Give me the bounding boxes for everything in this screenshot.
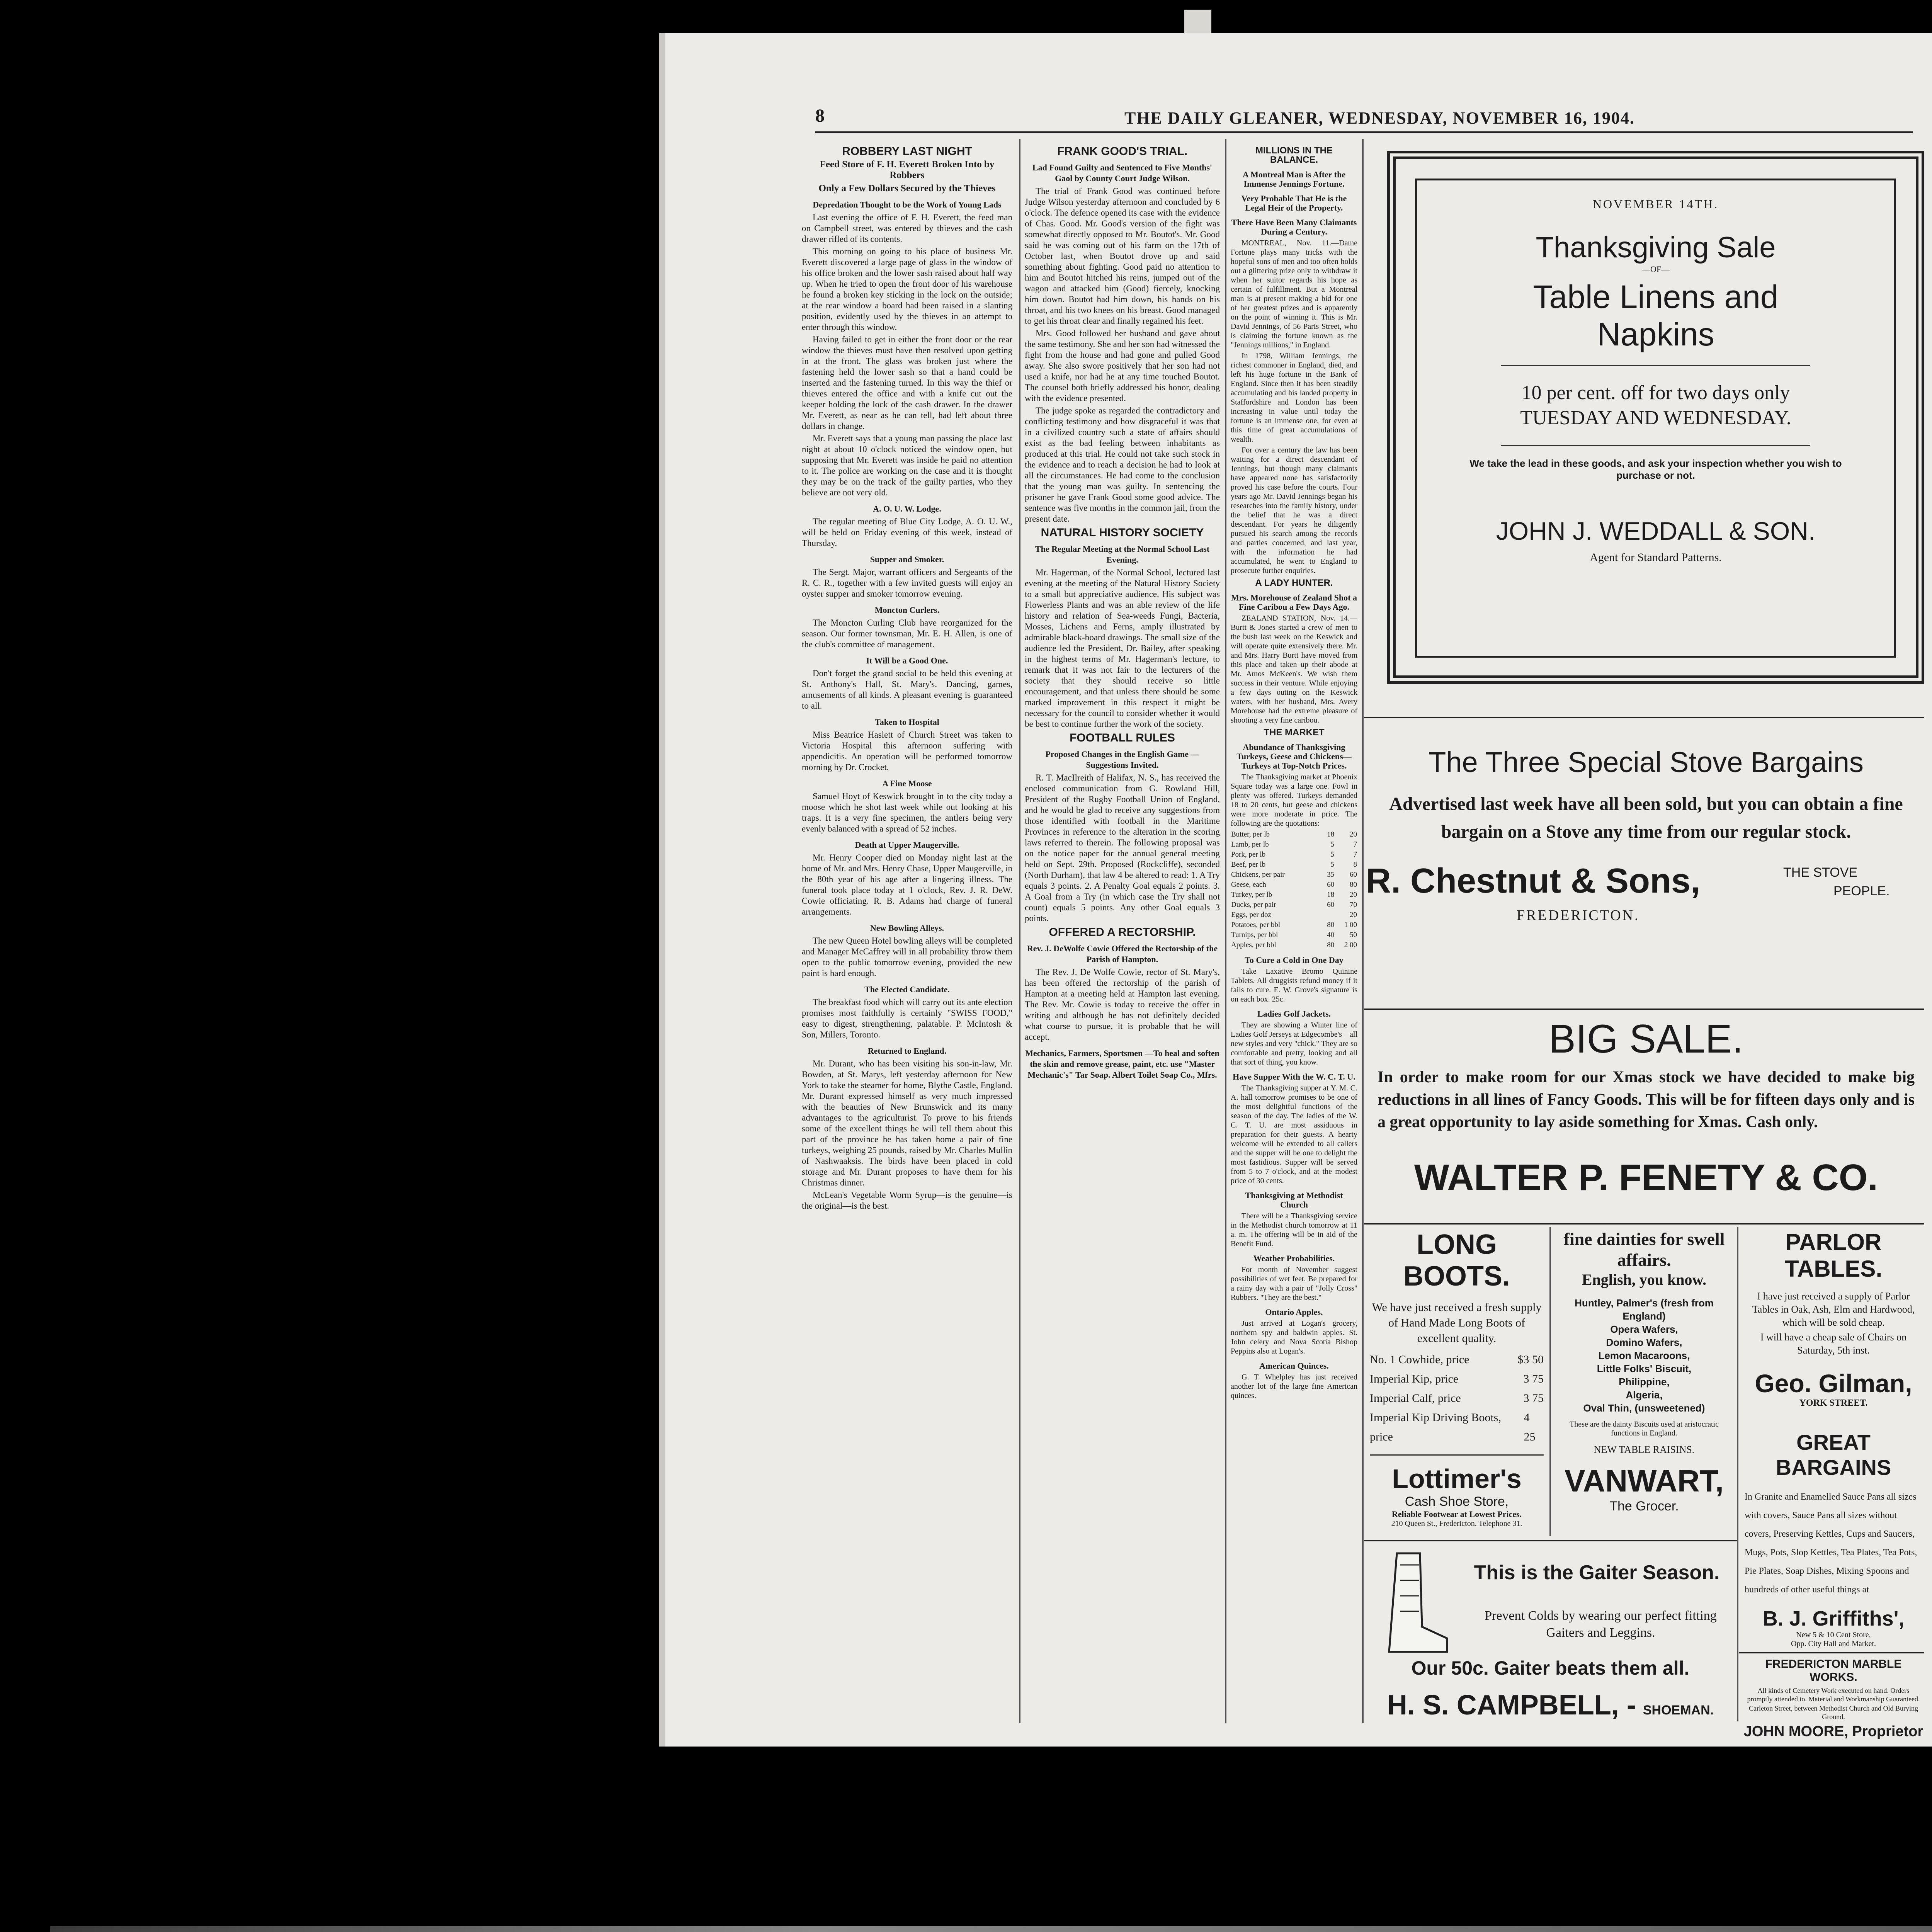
ad-text: Agent for Standard Patterns. bbox=[1590, 551, 1722, 564]
brief-text: Don't forget the grand social to be held this evening at St. Anthony's Hall, St. Mary's. Dancing, games, amusements of all kinds. A pleasant evening is guaranteed to all. bbox=[802, 668, 1012, 711]
column-divider bbox=[1362, 139, 1364, 1723]
ad-text: In Granite and Enamelled Sauce Pans all sizes with covers, Sauce Pans all sizes without covers, Preserving Kettles, Cups and Saucers, Mugs, Pots, Slop Kettles, Tea Plates, Tea Pots, Pie Plates, Soap Dishes, Mixing Spoons and hundreds of other useful things at bbox=[1745, 1492, 1917, 1595]
price-value: 1 00 bbox=[1344, 921, 1357, 929]
article-paragraph: The Rev. J. De Wolfe Cowie, rector of St. Mary's, has been offered the rectorship of the parish of Hampton at a meeting held at Hampton last evening. The Rev. Mr. Cowie is today to receive the offer in writing and although he has not definitely decided what course to pursue, it is probable that he will accept. bbox=[1025, 967, 1220, 1042]
ad-separator bbox=[1739, 1652, 1924, 1653]
brief-heading: Weather Probabilities. bbox=[1253, 1253, 1335, 1263]
price-value: 60 bbox=[1350, 871, 1357, 879]
headline: FOOTBALL RULES bbox=[1070, 731, 1175, 744]
brief-text: Mr. Durant, who has been visiting his son-in-law, Mr. Bowden, at St. Marys, left yesterday afternoon for New York to take the steamer for home, Blythe Castle, England. Mr. Durant expressed himself as very much impressed with the beauties of New Brunswick and its many advantages to the agriculturist. To prove to his friends some of the excellent things he will tell them about this part of the province he has taken home a pair of fine turkeys, weighing 25 pounds, raised by Mr. Charles Mullin of Nashwaaksis. The birds have been placed in cold storage and Mr. Durant proposes to have them for his Christmas dinner. bbox=[802, 1059, 1012, 1187]
price-row bbox=[1231, 870, 1357, 880]
brief-heading: American Quinces. bbox=[1259, 1361, 1329, 1371]
price-value: 5 bbox=[1330, 840, 1335, 849]
ad-separator bbox=[1364, 1009, 1924, 1010]
moore-ad bbox=[1741, 1658, 1926, 1750]
ad-headline: fine dainties for swell affairs. bbox=[1563, 1229, 1725, 1270]
ad-headline: LONG BOOTS. bbox=[1403, 1229, 1510, 1292]
article-paragraph: In 1798, William Jennings, the richest commoner in England, died, and left his huge fortune in the Bank of England. Since then it has been steadily accumulating and his landed property in Staffordshire and London has been increasing in value until today the fortune is an immense one, for even at this time of great accumulations of wealth. bbox=[1231, 352, 1357, 444]
headline: A LADY HUNTER. bbox=[1255, 578, 1333, 588]
brief-heading: Thanksgiving at Methodist Church bbox=[1245, 1190, 1343, 1209]
ad-headline: Table Linens and bbox=[1533, 279, 1779, 315]
brief-text: The breakfast food which will carry out its ante election promises most faithfully is certainly "SWISS FOOD," easy to digest, strengthening, palatable. P. McIntosh & Son, Millers, Toronto. bbox=[802, 997, 1012, 1039]
advertiser-name: Lottimer's bbox=[1392, 1464, 1522, 1494]
ad-divider bbox=[1549, 1227, 1551, 1536]
brief-text: Just arrived at Logan's grocery, northern spy and baldwin apples. St. John celery and Nova Scotia Bishop Peppins also at Logan's. bbox=[1231, 1319, 1357, 1355]
ad-headline: Napkins bbox=[1597, 316, 1714, 352]
ad-text: New 5 & 10 Cent Store, bbox=[1796, 1631, 1871, 1639]
ad-text: Carleton Street, between Methodist Church and Old Burying Ground. bbox=[1749, 1704, 1918, 1721]
subhead: Only a Few Dollars Secured by the Thieves bbox=[818, 183, 996, 194]
price-value: 20 bbox=[1350, 830, 1357, 838]
price-row bbox=[1231, 910, 1357, 920]
subhead: The Regular Meeting at the Normal School Last Evening. bbox=[1035, 544, 1210, 565]
brief-text: The new Queen Hotel bowling alleys will be completed and Manager McCaffrey will in all probability throw them open to the public tomorrow evening, provided the new paint is hard enough. bbox=[802, 936, 1012, 978]
price-value: 5 bbox=[1330, 850, 1335, 859]
ad-text: These are the dainty Biscuits used at aristocratic functions in England. bbox=[1570, 1420, 1719, 1437]
article-paragraph: For over a century the law has been waiting for a direct descendant of Jennings, but though many claimants have appeared none has satisfactorily proved his case before the courts. Four years ago Mr. David Jennings began his researches into the family history, under the belief that he was a direct descendant. For years he diligently pursued his search among the records and parties concerned, and last year, with the information he had accumulated, he went to England to prosecute further enquiries. bbox=[1231, 446, 1357, 575]
price-value: 3 75 bbox=[1523, 1372, 1544, 1385]
product-item: Opera Wafers, bbox=[1610, 1323, 1678, 1335]
price-value: 18 bbox=[1327, 830, 1335, 838]
brief-text: The Moncton Curling Club have reorganized for the season. Our former townsman, Mr. E. H. Allen, is one of the club's committee of management. bbox=[802, 618, 1012, 649]
ad-city: FREDERICTON. bbox=[1517, 907, 1640, 923]
ad-text: In order to make room for our Xmas stock we have decided to make big reductions in all lines of Fancy Goods. This will be for fifteen days only and is a great opportunity to lay aside something for Xmas. Cash only. bbox=[1378, 1068, 1915, 1131]
price-row bbox=[1231, 900, 1357, 910]
price-item: No. 1 Cowhide, price bbox=[1370, 1353, 1469, 1366]
price-list-item bbox=[1370, 1369, 1544, 1389]
price-value: 80 bbox=[1327, 941, 1335, 949]
brief-heading: New Bowling Alleys. bbox=[870, 923, 944, 933]
brief-text: There will be a Thanksgiving service in the Methodist church tomorrow at 11 a. m. The offering will be in aid of the Benefit Fund. bbox=[1231, 1212, 1357, 1248]
price-list-item bbox=[1370, 1408, 1544, 1447]
brief-text: The Sergt. Major, warrant officers and Sergeants of the R. C. R., together with a few invited guests will enjoy an oyster supper and smoker tomorrow evening. bbox=[802, 567, 1012, 599]
article-paragraph: The judge spoke as regarded the contradictory and conflicting testimony and how disgraceful it was that in a civilized country such a state of affairs should exist as the bad feeling between inhabitants as produced at this trial. He could not take such stock in the evidence and to reach a decision he had to look at all the circumstances. He had come to the conclusion that the young man was guilty. In sentencing the prisoner he gave Frank Good some good advice. The sentence was five months in the common jail, from the present date. bbox=[1025, 406, 1220, 524]
price-value: 3 75 bbox=[1523, 1392, 1544, 1405]
ad-headline: GREAT BARGAINS bbox=[1776, 1430, 1891, 1480]
ad-slogan: Our 50c. Gaiter beats them all. bbox=[1411, 1657, 1690, 1679]
ad-text: The Grocer. bbox=[1609, 1499, 1679, 1514]
header-rule bbox=[815, 131, 1913, 133]
advertiser-name: JOHN MOORE, Proprietor bbox=[1743, 1723, 1923, 1740]
ad-rule bbox=[1501, 445, 1810, 446]
price-item: Eggs, per doz bbox=[1231, 911, 1271, 919]
ad-text: Prevent Colds by wearing our perfect fitting Gaiters and Leggins. bbox=[1485, 1609, 1717, 1640]
article-paragraph: Having failed to get in either the front door or the rear window the thieves must have then resolved upon getting in at the front. The glass was broken just where the fastening held the lower sash so that a hand could be inserted and the fastening turned. In this way the thief or thieves entered the office and with a knife cut out the keeper holding the lock of the cash drawer. In the drawer Mr. Everett, as near as he can tell, had left about three dollars in change. bbox=[802, 335, 1012, 431]
subhead: Feed Store of F. H. Everett Broken Into by Robbers bbox=[820, 159, 995, 180]
price-item: Geese, each bbox=[1231, 881, 1266, 889]
griffiths-ad bbox=[1741, 1430, 1926, 1646]
ad-text: We have just received a fresh supply of Hand Made Long Boots of excellent quality. bbox=[1372, 1301, 1542, 1345]
brief-heading: Supper and Smoker. bbox=[870, 554, 944, 564]
headline: NATURAL HISTORY SOCIETY bbox=[1041, 526, 1204, 539]
price-value: 8 bbox=[1353, 861, 1357, 869]
advertiser-name: JOHN J. WEDDALL & SON. bbox=[1496, 517, 1816, 545]
price-value: 4 25 bbox=[1524, 1411, 1536, 1443]
brief-heading: The Elected Candidate. bbox=[864, 985, 950, 994]
price-value: 18 bbox=[1327, 891, 1335, 899]
ad-tagline: PEOPLE. bbox=[1833, 884, 1890, 898]
brief-heading: It Will be a Good One. bbox=[866, 656, 948, 665]
article-paragraph: MONTREAL, Nov. 11.—Dame Fortune plays many tricks with the hopeful sons of men and too often holds out a glittering prize only to withdraw it when her suitor regards his hope as certain of fulfillment. But a Montreal man is at present making a bid for one of her greatest prizes and is apparently on the point of winning it. This is Mr. David Jennings, of 56 Paris Street, who is claiming the fortune known as the "Jennings millions," in England. bbox=[1231, 239, 1357, 349]
subhead: Abundance of Thanksgiving Turkeys, Geese and Chickens—Turkeys at Top-Notch Prices. bbox=[1236, 742, 1352, 770]
subhead: Depredation Thought to be the Work of Young Lads bbox=[813, 200, 1002, 209]
ad-tagline: THE STOVE bbox=[1783, 865, 1858, 880]
price-value: 20 bbox=[1350, 891, 1357, 899]
price-value: 80 bbox=[1327, 921, 1335, 929]
brief-text: For month of November suggest possibilities of wet feet. Be prepared for a rainy day with a pair of "Jolly Cross" Rubbers. "They are the best." bbox=[1231, 1265, 1357, 1302]
price-item: Apples, per bbl bbox=[1231, 941, 1276, 949]
price-value: 40 bbox=[1327, 931, 1335, 939]
ad-rule bbox=[1501, 365, 1810, 366]
product-list bbox=[1553, 1296, 1735, 1415]
price-item: Lamb, per lb bbox=[1231, 840, 1269, 849]
headline: ROBBERY LAST NIGHT bbox=[842, 145, 972, 158]
price-item: Imperial Calf, price bbox=[1370, 1392, 1461, 1405]
brief-text: The regular meeting of Blue City Lodge, A. O. U. W., will be held on Friday evening of this week, instead of Thursday. bbox=[802, 517, 1012, 548]
advertiser-name: R. Chestnut & Sons, bbox=[1366, 862, 1701, 900]
subhead: A Montreal Man is After the Immense Jennings Fortune. bbox=[1242, 170, 1346, 189]
ad-text: Advertised last week have all been sold, but you can obtain a fine bargain on a Stove any time from our regular stock. bbox=[1389, 794, 1903, 842]
gilman-ad bbox=[1741, 1229, 1926, 1408]
price-value: 60 bbox=[1327, 901, 1335, 909]
price-value: 2 00 bbox=[1344, 941, 1357, 949]
price-value: 7 bbox=[1353, 840, 1357, 849]
ad-divider bbox=[1737, 1227, 1738, 1721]
ad-text: Cash Shoe Store, bbox=[1405, 1494, 1509, 1509]
price-value: 80 bbox=[1350, 881, 1357, 889]
ad-separator bbox=[1364, 717, 1924, 718]
campbell-ad bbox=[1366, 1546, 1735, 1731]
article-paragraph: Mr. Hagerman, of the Normal School, lectured last evening at the meeting of the Natural History Society to a small but appreciative audience. His subject was Flowerless Plants and was an able review of the life history and relation of Sea-weeds Fungi, Bacteria, Mosses, Lichens and Ferns, amply illustrated by admirable black-board drawings. The small size of the audience led the President, Dr. Bailey, after speaking in the highest terms of Mr. Hagerman's lecture, to remark that it was not fair to the lecturers of the society that they should receive so little encouragement, and that unless there should be some marked improvement in this respect it might be necessary for the council to consider whether it would be best to continue further the work of the society. bbox=[1025, 568, 1220, 729]
article-paragraph: The trial of Frank Good was continued before Judge Wilson yesterday afternoon and concluded by 6 o'clock. The defence opened its case with the evidence of Chas. Good. Mr. Good's version of the fight was somewhat directly opposed to Mr. Boutot's. Mr. Good said he was coming out of his farm on the 17th of October last, when Boutot drove up and said something about fighting. Good paid no attention to him and Boutot hitched his reins, jumped out of the wagon and attacked him (Good) fiercely, knocking him down. Boutot had him down, his hands on his throat, and his two knees on his breast. Good managed to get his throat clear and finally regained his feet. bbox=[1025, 186, 1220, 326]
brief-text: Take Laxative Bromo Quinine Tablets. All druggists refund money if it fails to cure. E. W. Grove's signature is on each box. 25c. bbox=[1231, 967, 1357, 1003]
price-row bbox=[1231, 920, 1357, 930]
gaiter-boot-icon bbox=[1374, 1549, 1451, 1658]
product-item: Huntley, Palmer's (fresh from England) bbox=[1575, 1297, 1714, 1322]
ad-text: All kinds of Cemetery Work executed on hand. Orders promptly attended to. Material and Workmanship Guaranteed. bbox=[1747, 1687, 1920, 1703]
price-list-item bbox=[1370, 1389, 1544, 1408]
price-row bbox=[1231, 860, 1357, 870]
ad-rule bbox=[1370, 1454, 1544, 1456]
price-item: Imperial Kip, price bbox=[1370, 1372, 1459, 1385]
price-value: 50 bbox=[1350, 931, 1357, 939]
price-row bbox=[1231, 850, 1357, 860]
lottimer-ad bbox=[1366, 1229, 1548, 1534]
brief-text: Mr. Henry Cooper died on Monday night last at the home of Mr. and Mrs. Henry Chase, Upper Maugerville, in the 80th year of his age after a lingering illness. The funeral took place today at 1 o'clock, Rev. J. R. DeW. Cowie officiating. R. B. Adams had charge of funeral arrangements. bbox=[802, 853, 1012, 917]
ad-text: NEW TABLE RAISINS. bbox=[1594, 1444, 1695, 1455]
headline: OFFERED A RECTORSHIP. bbox=[1049, 926, 1196, 939]
fenety-ad bbox=[1366, 1016, 1926, 1233]
product-item: Oval Thin, (unsweetened) bbox=[1583, 1402, 1705, 1414]
price-value: $3 50 bbox=[1517, 1353, 1544, 1366]
price-item: Potatoes, per bbl bbox=[1231, 921, 1281, 929]
ad-text: 210 Queen St., Fredericton. Telephone 31. bbox=[1391, 1519, 1522, 1528]
column-2 bbox=[1025, 143, 1220, 1727]
brief-heading: Taken to Hospital bbox=[875, 717, 939, 727]
advertiser-name: Geo. Gilman, bbox=[1755, 1369, 1912, 1398]
vanwart-ad bbox=[1553, 1229, 1735, 1534]
article-paragraph: This morning on going to his place of business Mr. Everett discovered a large page of glass in the window of his office broken and the lower sash raised about half way up. When he tried to open the front door of his warehouse he found a broken key sticking in the lock on the outside; at the rear window a board had been raised in a slanting position, evidently used by the thieves in an attempt to enter through this window. bbox=[802, 247, 1012, 332]
ad-headline: PARLOR TABLES. bbox=[1784, 1229, 1883, 1282]
price-item: Imperial Kip Driving Boots, price bbox=[1370, 1411, 1501, 1443]
brief-heading: Ontario Apples. bbox=[1265, 1307, 1323, 1317]
subhead: Rev. J. DeWolfe Cowie Offered the Rectorship of the Parish of Hampton. bbox=[1027, 944, 1218, 964]
headline: MILLIONS IN THE BALANCE. bbox=[1255, 145, 1333, 165]
subhead: There Have Been Many Claimants During a Century. bbox=[1231, 218, 1357, 236]
article-paragraph: ZEALAND STATION, Nov. 14.—Burtt & Jones started a crew of men to the bush last week on the Keswick and will operate quite extensively there. Mr. and Mrs. Harry Burtt have moved from this place and taken up their abode at Mr. Amos McKeen's. We wish them success in their venture. While enjoying a few days outing on the Keswick waters, with her husband, Mrs. Avery Morehouse had the extreme pleasure of shooting a very fine caribou. bbox=[1231, 614, 1357, 724]
advertiser-name: WALTER P. FENETY & CO. bbox=[1414, 1157, 1878, 1198]
ad-headline: The Three Special Stove Bargains bbox=[1429, 746, 1864, 778]
ad-separator bbox=[1364, 1223, 1924, 1225]
ad-headline: This is the Gaiter Season. bbox=[1474, 1561, 1720, 1584]
subhead: Mrs. Morehouse of Zealand Shot a Fine Caribou a Few Days Ago. bbox=[1231, 593, 1357, 612]
price-value: 7 bbox=[1353, 850, 1357, 859]
ad-separator bbox=[1364, 1540, 1737, 1541]
price-item: Pork, per lb bbox=[1231, 850, 1266, 859]
ad-text: We take the lead in these goods, and ask your inspection whether you wish to purchase or not. bbox=[1469, 457, 1842, 481]
market-price-table bbox=[1231, 830, 1357, 950]
price-value: 70 bbox=[1350, 901, 1357, 909]
weddall-ad bbox=[1422, 193, 1889, 653]
ad-trade: SHOEMAN. bbox=[1643, 1703, 1714, 1718]
brief-heading: Have Supper With the W. C. T. U. bbox=[1233, 1072, 1355, 1082]
headline: THE MARKET bbox=[1264, 727, 1325, 738]
price-item: Butter, per lb bbox=[1231, 830, 1270, 838]
ad-text: Mechanics, Farmers, Sportsmen —To heal and soften the skin and remove grease, paint, etc. use "Master Mechanic's" Tar Soap. Albert Toilet Soap Co., Mfrs. bbox=[1025, 1048, 1219, 1080]
subhead: Very Probable That He is the Legal Heir of the Property. bbox=[1241, 194, 1347, 213]
ad-text: Opp. City Hall and Market. bbox=[1791, 1639, 1876, 1648]
subhead: Lad Found Guilty and Sentenced to Five Months' Gaol by County Court Judge Wilson. bbox=[1032, 163, 1213, 183]
ad-offer-days: TUESDAY AND WEDNESDAY. bbox=[1520, 407, 1791, 429]
price-item: Turnips, per bbl bbox=[1231, 931, 1278, 939]
price-list-item bbox=[1370, 1350, 1544, 1369]
brief-heading: To Cure a Cold in One Day bbox=[1245, 955, 1344, 965]
column-1 bbox=[802, 143, 1012, 1727]
ad-text: I will have a cheap sale of Chairs on Saturday, 5th inst. bbox=[1760, 1332, 1907, 1356]
ad-of: —OF— bbox=[1641, 264, 1670, 274]
price-item: Ducks, per pair bbox=[1231, 901, 1276, 909]
brief-heading: Moncton Curlers. bbox=[874, 605, 940, 615]
ad-text: English, you know. bbox=[1582, 1271, 1707, 1288]
brief-heading: A. O. U. W. Lodge. bbox=[873, 504, 941, 514]
brief-text: Miss Beatrice Haslett of Church Street was taken to Victoria Hospital this afternoon suffering with appendicitis. An operation will be performed tomorrow morning by Dr. Crocket. bbox=[802, 730, 1012, 772]
brief-text: Samuel Hoyt of Keswick brought in to the city today a moose which he shot last week while out looking at his traps. It is a very fine specimen, the antlers being very evenly balanced with a spread of 52 inches. bbox=[802, 791, 1012, 833]
price-value: 20 bbox=[1350, 911, 1357, 919]
ad-offer: 10 per cent. off for two days only bbox=[1521, 382, 1790, 404]
headline: FRANK GOOD'S TRIAL. bbox=[1057, 145, 1188, 158]
brief-heading: Returned to England. bbox=[867, 1046, 947, 1056]
ad-headline: FREDERICTON MARBLE WORKS. bbox=[1765, 1658, 1902, 1684]
page-number: 8 bbox=[815, 105, 825, 126]
chestnut-stove-ad bbox=[1366, 746, 1926, 1001]
product-item: Algeria, bbox=[1626, 1389, 1663, 1401]
page-header bbox=[815, 105, 1932, 132]
price-item: Beef, per lb bbox=[1231, 861, 1266, 869]
product-item: Little Folks' Biscuit, bbox=[1597, 1363, 1692, 1374]
brief-text: They are showing a Winter line of Ladies Golf Jerseys at Edgecombe's—all new styles and very "chick." They are so comfortable and pretty, looking and all that sort of thing, you know. bbox=[1231, 1021, 1357, 1066]
price-row bbox=[1231, 890, 1357, 900]
ad-text: YORK STREET. bbox=[1799, 1398, 1868, 1408]
brief-text: McLean's Vegetable Worm Syrup—is the genuine—is the original—is the best. bbox=[802, 1190, 1012, 1211]
price-value: 35 bbox=[1327, 871, 1335, 879]
ad-text: I have just received a supply of Parlor Tables in Oak, Ash, Elm and Hardwood, which will be sold cheap. bbox=[1752, 1291, 1915, 1328]
ad-date: NOVEMBER 14TH. bbox=[1592, 197, 1719, 211]
column-divider bbox=[1225, 139, 1226, 1723]
advertiser-name: B. J. Griffiths', bbox=[1762, 1607, 1905, 1630]
price-row bbox=[1231, 880, 1357, 890]
product-item: Philippine, bbox=[1619, 1376, 1670, 1388]
brief-text: G. T. Whelpley has just received another lot of the large fine American quinces. bbox=[1231, 1373, 1357, 1400]
price-value: 60 bbox=[1327, 881, 1335, 889]
masthead-title: THE DAILY GLEANER, WEDNESDAY, NOVEMBER 16, 1904. bbox=[1124, 109, 1635, 128]
price-item: Turkey, per lb bbox=[1231, 891, 1272, 899]
ad-text: Reliable Footwear at Lowest Prices. bbox=[1391, 1509, 1522, 1519]
price-list bbox=[1366, 1350, 1548, 1447]
product-item: Domino Wafers, bbox=[1606, 1337, 1682, 1348]
article-paragraph: Last evening the office of F. H. Everett, the feed man on Campbell street, was entered by thieves and the cash drawer rifled of its contents. bbox=[802, 213, 1012, 244]
product-item: Lemon Macaroons, bbox=[1598, 1350, 1690, 1361]
brief-heading: A Fine Moose bbox=[882, 779, 932, 788]
price-row bbox=[1231, 830, 1357, 840]
brief-text: The Thanksgiving supper at Y. M. C. A. hall tomorrow promises to be one of the most delightful functions of the season of the day. The ladies of the W. C. T. U. are most assiduous in preparation for their guests. A hearty welcome will be extended to all callers and the supper will be one to delight the most fastidious. Supper will be served from 5 to 7 o'clock, and at the modest price of 30 cents. bbox=[1231, 1084, 1357, 1185]
advertiser-name: VANWART, bbox=[1565, 1464, 1724, 1498]
price-row bbox=[1231, 940, 1357, 950]
column-divider bbox=[1019, 139, 1020, 1723]
price-row bbox=[1231, 840, 1357, 850]
brief-heading: Death at Upper Maugerville. bbox=[855, 840, 959, 850]
advertiser-name: H. S. CAMPBELL, - bbox=[1387, 1690, 1636, 1721]
brief-heading: Ladies Golf Jackets. bbox=[1257, 1009, 1331, 1019]
price-value: 5 bbox=[1330, 861, 1335, 869]
article-paragraph: Mr. Everett says that a young man passing the place last night at about 10 o'clock noticed the window open, but supposing that Mr. Everett was inside he paid no attention to it. The police are working on the case and it is thought they may be on the track of the guilty parties, who they believe are not very old. bbox=[802, 434, 1012, 497]
microfilm-strip bbox=[50, 1926, 1932, 1932]
article-paragraph: Mrs. Good followed her husband and gave about the same testimony. She and her son had witnessed the fight from the house and had gone and pulled Good away. She also swore positively that her son had not used a knife, nor had he at any time touched Boutot. The counsel both briefly addressed his honor, dealing with the evidence presented. bbox=[1025, 328, 1220, 403]
price-row bbox=[1231, 930, 1357, 940]
article-paragraph: The Thanksgiving market at Phoenix Square today was a large one. Fowl in plenty was offered. Turkeys demanded 18 to 20 cents, but geese and chickens were more moderate in price. The following are the quotations: bbox=[1231, 773, 1357, 828]
ad-headline: Thanksgiving Sale bbox=[1536, 231, 1776, 264]
price-value bbox=[1321, 910, 1335, 920]
article-paragraph: R. T. MacIlreith of Halifax, N. S., has received the enclosed communication from G. Rowland Hill, President of the Rugby Football Union of England, and he would be glad to receive any suggestions from those identified with football in the Maritime Provinces in reference to the alteration in the scoring laws referred to therein. The following proposal was on the notice paper for the annual general meeting held on Sept. 29th. Proposed (Rockcliffe), seconded (North Durham), that law 4 be altered to read: 1. A Try equals 3 points. 2. A Penalty Goal equals 2 points. 3. A Goal from a Try (in which case the Try shall not count) equals 5 points. Any other Goal equals 3 points. bbox=[1025, 773, 1220, 923]
subhead: Proposed Changes in the English Game —Suggestions Invited. bbox=[1045, 749, 1199, 770]
column-3 bbox=[1231, 143, 1357, 1727]
price-item: Chickens, per pair bbox=[1231, 871, 1285, 879]
ad-headline: BIG SALE. bbox=[1549, 1017, 1743, 1061]
